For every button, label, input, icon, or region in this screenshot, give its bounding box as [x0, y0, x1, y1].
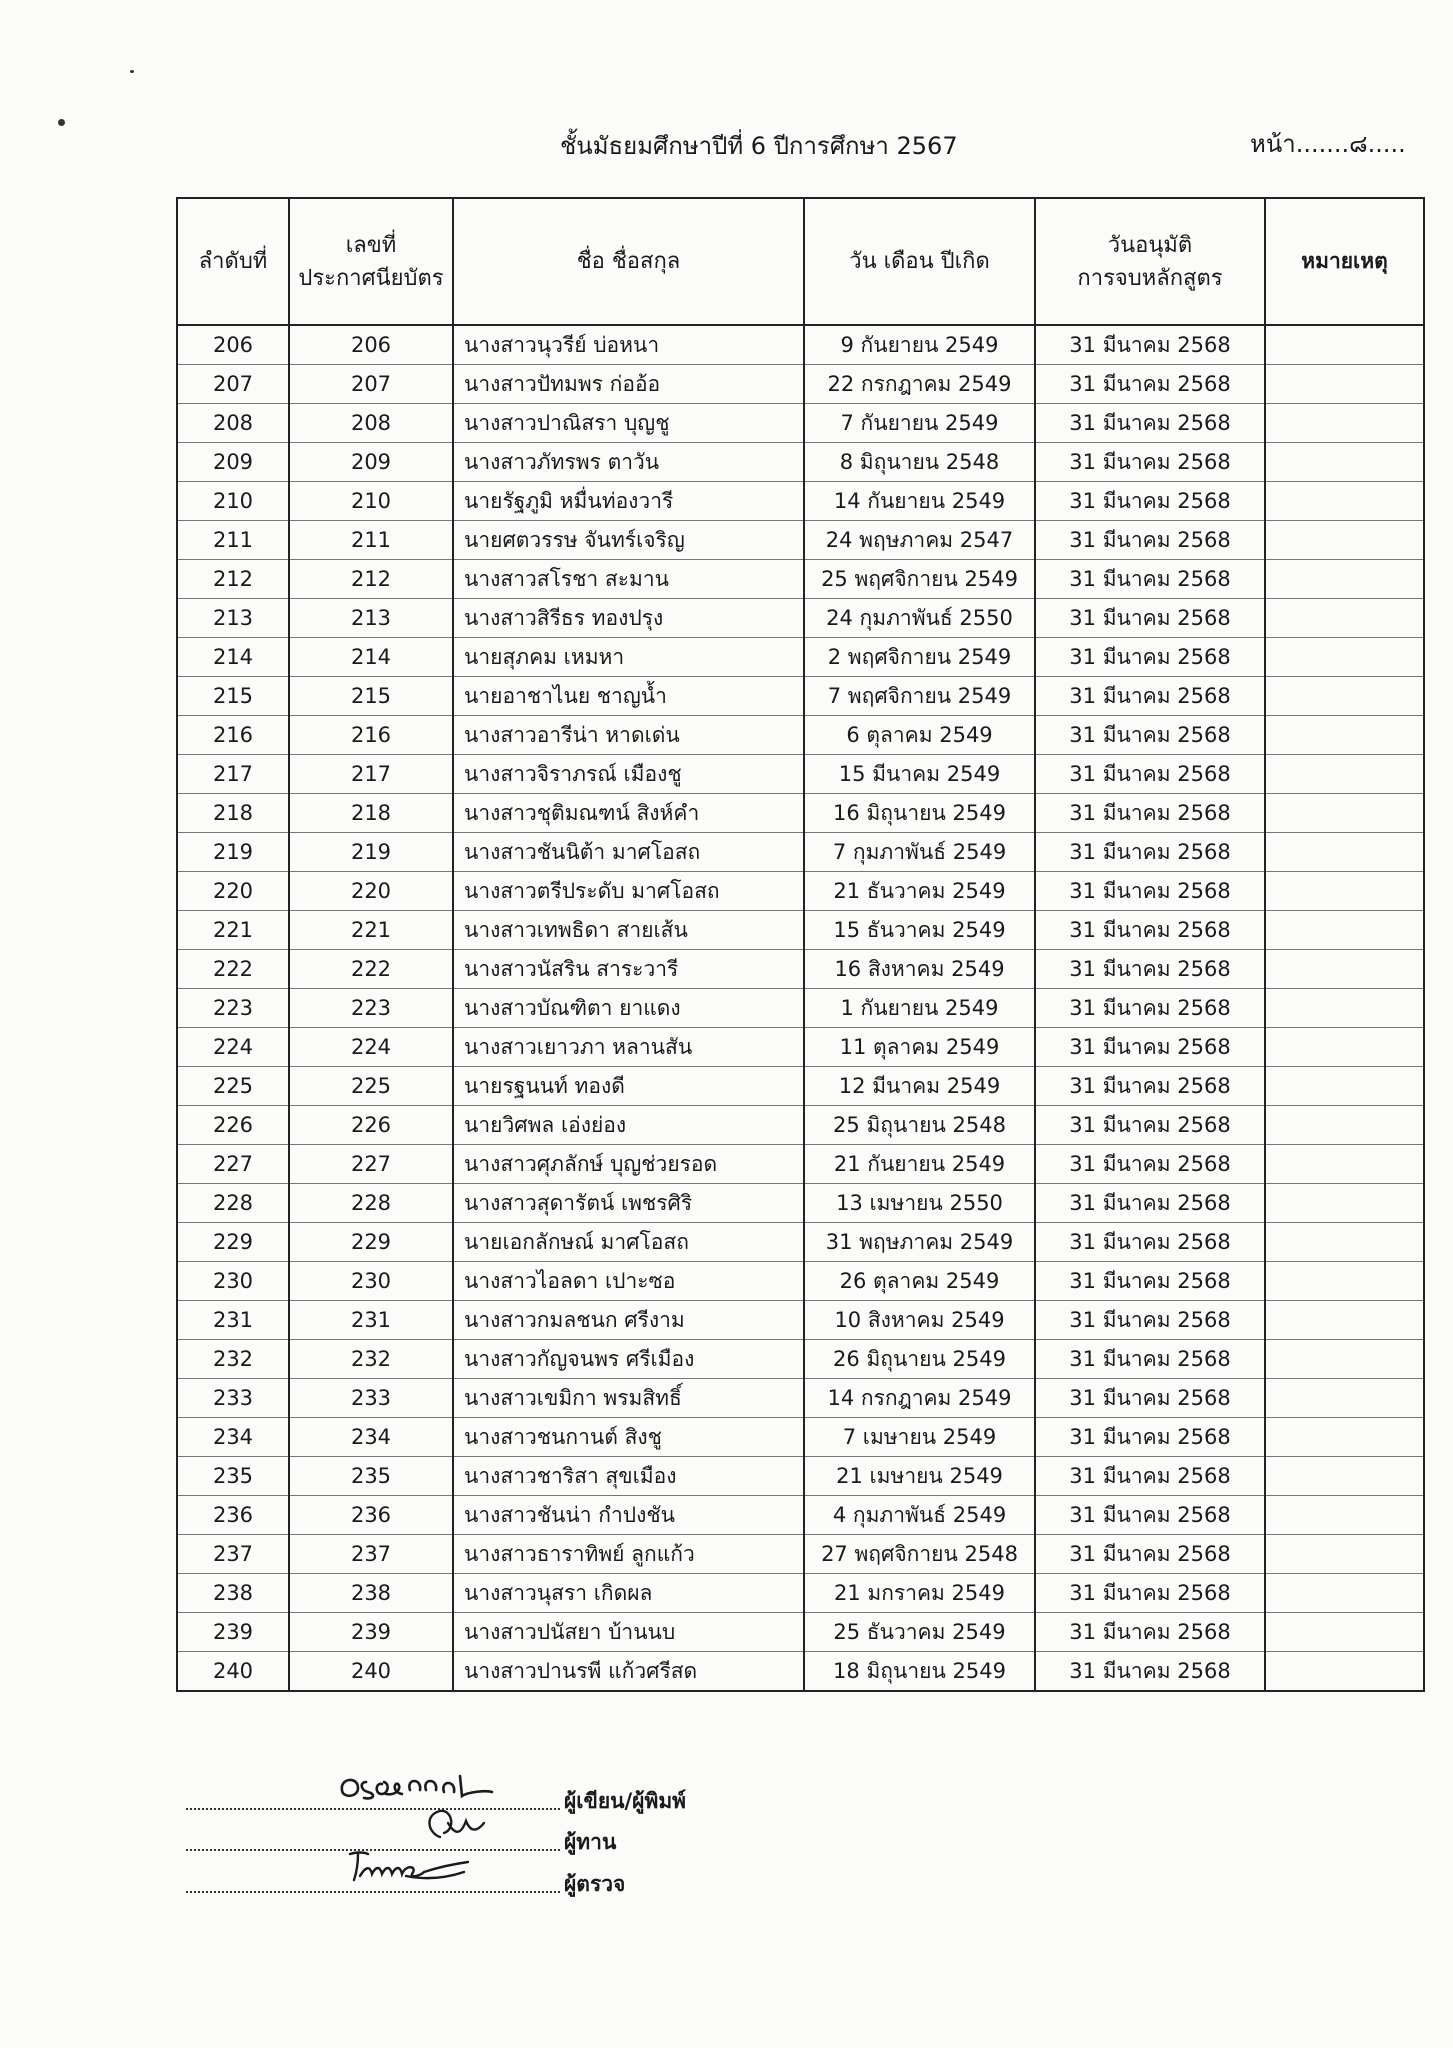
cell-approved-date: 31 มีนาคม 2568: [1035, 833, 1265, 872]
checker-label: ผู้ตรวจ: [564, 1872, 626, 1896]
cell-birth-date: 31 พฤษภาคม 2549: [804, 1223, 1035, 1262]
cell-remark: [1265, 911, 1424, 950]
table-row: [177, 677, 1424, 716]
cell-name: นางสาวนัสริน สาระวารี: [453, 950, 804, 989]
cell-name: นายรฐนนท์ ทองดี: [453, 1067, 804, 1106]
cell-cert-number: 226: [289, 1106, 453, 1145]
col-name-header: ชื่อ ชื่อสกุล: [453, 198, 804, 325]
cell-approved-date: 31 มีนาคม 2568: [1035, 677, 1265, 716]
cell-name: นางสาวตรีประดับ มาศโอสถ: [453, 872, 804, 911]
cell-cert-number: 237: [289, 1535, 453, 1574]
cell-order: 234: [177, 1418, 289, 1457]
table-row: [177, 638, 1424, 677]
cell-name: นางสาวอารีน่า หาดเด่น: [453, 716, 804, 755]
cell-name: นางสาวกมลชนก ศรีงาม: [453, 1301, 804, 1340]
writer-handwritten-signature: [336, 1768, 496, 1808]
cell-order: 206: [177, 325, 289, 365]
cell-order: 220: [177, 872, 289, 911]
table-row: [177, 1652, 1424, 1692]
cell-cert-number: 210: [289, 482, 453, 521]
cell-cert-number: 230: [289, 1262, 453, 1301]
cell-approved-date: 31 มีนาคม 2568: [1035, 1418, 1265, 1457]
cell-approved-date: 31 มีนาคม 2568: [1035, 365, 1265, 404]
cell-name: นางสาวชนกานต์ สิงชู: [453, 1418, 804, 1457]
cell-name: นางสาวชุติมณฑน์ สิงห์คำ: [453, 794, 804, 833]
cell-birth-date: 18 มิถุนายน 2549: [804, 1652, 1035, 1692]
cell-cert-number: 240: [289, 1652, 453, 1692]
cell-cert-number: 235: [289, 1457, 453, 1496]
cell-order: 211: [177, 521, 289, 560]
cell-approved-date: 31 มีนาคม 2568: [1035, 1184, 1265, 1223]
cell-remark: [1265, 365, 1424, 404]
cell-remark: [1265, 1028, 1424, 1067]
page-number: หน้า.......๘.....: [1250, 130, 1406, 158]
cell-remark: [1265, 950, 1424, 989]
table-row: [177, 1535, 1424, 1574]
table-row: [177, 1262, 1424, 1301]
cell-name: นางสาวชาริสา สุขเมือง: [453, 1457, 804, 1496]
cell-birth-date: 15 มีนาคม 2549: [804, 755, 1035, 794]
cell-cert-number: 231: [289, 1301, 453, 1340]
cell-approved-date: 31 มีนาคม 2568: [1035, 404, 1265, 443]
cell-birth-date: 2 พฤศจิกายน 2549: [804, 638, 1035, 677]
cell-birth-date: 14 กันยายน 2549: [804, 482, 1035, 521]
cell-order: 219: [177, 833, 289, 872]
cell-name: นางสาวภัทรพร ตาวัน: [453, 443, 804, 482]
table-header-row: [177, 198, 1424, 325]
cell-name: นางสาวธาราทิพย์ ลูกแก้ว: [453, 1535, 804, 1574]
cell-cert-number: 220: [289, 872, 453, 911]
cell-approved-date: 31 มีนาคม 2568: [1035, 1652, 1265, 1692]
cell-name: นางสาวนุวรีย์ บ่อหนา: [453, 325, 804, 365]
cell-name: นายวิศพล เอ่งย่อง: [453, 1106, 804, 1145]
cell-name: นางสาวศุภลักษ์ บุญช่วยรอด: [453, 1145, 804, 1184]
cell-remark: [1265, 1301, 1424, 1340]
cell-birth-date: 26 ตุลาคม 2549: [804, 1262, 1035, 1301]
cell-birth-date: 13 เมษายน 2550: [804, 1184, 1035, 1223]
cell-cert-number: 206: [289, 325, 453, 365]
table-row: [177, 1184, 1424, 1223]
table-row: [177, 911, 1424, 950]
cell-approved-date: 31 มีนาคม 2568: [1035, 1379, 1265, 1418]
reviewer-label: ผู้ทาน: [564, 1830, 617, 1854]
cell-cert-number: 216: [289, 716, 453, 755]
cell-approved-date: 31 มีนาคม 2568: [1035, 1340, 1265, 1379]
table-row: [177, 989, 1424, 1028]
cell-remark: [1265, 638, 1424, 677]
cell-remark: [1265, 755, 1424, 794]
cell-remark: [1265, 1106, 1424, 1145]
cell-name: นางสาวกัญจนพร ศรีเมือง: [453, 1340, 804, 1379]
cell-remark: [1265, 716, 1424, 755]
cell-name: นางสาวเทพธิดา สายเส้น: [453, 911, 804, 950]
cell-cert-number: 209: [289, 443, 453, 482]
cell-order: 222: [177, 950, 289, 989]
cell-birth-date: 1 กันยายน 2549: [804, 989, 1035, 1028]
cell-order: 218: [177, 794, 289, 833]
cell-remark: [1265, 677, 1424, 716]
cell-remark: [1265, 443, 1424, 482]
cell-approved-date: 31 มีนาคม 2568: [1035, 755, 1265, 794]
cell-approved-date: 31 มีนาคม 2568: [1035, 872, 1265, 911]
cell-birth-date: 21 ธันวาคม 2549: [804, 872, 1035, 911]
scan-speck: [58, 119, 65, 126]
col-approved-header: [1035, 198, 1265, 325]
cell-order: 239: [177, 1613, 289, 1652]
table-row: [177, 755, 1424, 794]
cell-name: นายสุภคม เหมหา: [453, 638, 804, 677]
cell-birth-date: 8 มิถุนายน 2548: [804, 443, 1035, 482]
cell-approved-date: 31 มีนาคม 2568: [1035, 521, 1265, 560]
cell-cert-number: 219: [289, 833, 453, 872]
table-row: [177, 1496, 1424, 1535]
cell-order: 235: [177, 1457, 289, 1496]
table-row: [177, 1340, 1424, 1379]
cell-birth-date: 15 ธันวาคม 2549: [804, 911, 1035, 950]
cell-cert-number: 233: [289, 1379, 453, 1418]
cell-order: 209: [177, 443, 289, 482]
cell-approved-date: 31 มีนาคม 2568: [1035, 325, 1265, 365]
cell-remark: [1265, 1262, 1424, 1301]
cell-birth-date: 6 ตุลาคม 2549: [804, 716, 1035, 755]
cell-birth-date: 21 เมษายน 2549: [804, 1457, 1035, 1496]
cell-cert-number: 239: [289, 1613, 453, 1652]
table-row: [177, 1301, 1424, 1340]
graduate-table: [176, 197, 1425, 1692]
col-cert-header-line2: ประกาศนียบัตร: [298, 265, 444, 291]
cell-remark: [1265, 404, 1424, 443]
cell-cert-number: 215: [289, 677, 453, 716]
cell-approved-date: 31 มีนาคม 2568: [1035, 794, 1265, 833]
col-order-header: ลำดับที่: [177, 198, 289, 325]
cell-name: นางสาวนุสรา เกิดผล: [453, 1574, 804, 1613]
cell-name: นางสาวสุดารัตน์ เพชรศิริ: [453, 1184, 804, 1223]
table-row: [177, 521, 1424, 560]
cell-birth-date: 7 กันยายน 2549: [804, 404, 1035, 443]
cell-name: นางสาวปนัสยา บ้านนบ: [453, 1613, 804, 1652]
col-cert-header: [289, 198, 453, 325]
cell-remark: [1265, 1184, 1424, 1223]
writer-label: ผู้เขียน/ผู้พิมพ์: [564, 1789, 687, 1813]
cell-approved-date: 31 มีนาคม 2568: [1035, 1028, 1265, 1067]
cell-order: 230: [177, 1262, 289, 1301]
cell-remark: [1265, 1340, 1424, 1379]
cell-order: 213: [177, 599, 289, 638]
cell-remark: [1265, 1223, 1424, 1262]
table-row: [177, 443, 1424, 482]
cell-cert-number: 222: [289, 950, 453, 989]
table-row: [177, 1379, 1424, 1418]
cell-order: 221: [177, 911, 289, 950]
cell-approved-date: 31 มีนาคม 2568: [1035, 1301, 1265, 1340]
cell-remark: [1265, 1535, 1424, 1574]
cell-approved-date: 31 มีนาคม 2568: [1035, 599, 1265, 638]
col-birth-header: วัน เดือน ปีเกิด: [804, 198, 1035, 325]
cell-birth-date: 25 ธันวาคม 2549: [804, 1613, 1035, 1652]
table-row: [177, 1067, 1424, 1106]
cell-birth-date: 16 สิงหาคม 2549: [804, 950, 1035, 989]
cell-name: นางสาวเยาวภา หลานสัน: [453, 1028, 804, 1067]
cell-approved-date: 31 มีนาคม 2568: [1035, 950, 1265, 989]
cell-cert-number: 217: [289, 755, 453, 794]
cell-approved-date: 31 มีนาคม 2568: [1035, 716, 1265, 755]
cell-order: 214: [177, 638, 289, 677]
cell-birth-date: 10 สิงหาคม 2549: [804, 1301, 1035, 1340]
cell-approved-date: 31 มีนาคม 2568: [1035, 1262, 1265, 1301]
cell-cert-number: 227: [289, 1145, 453, 1184]
cell-order: 233: [177, 1379, 289, 1418]
checker-handwritten-signature: [346, 1846, 472, 1886]
cell-approved-date: 31 มีนาคม 2568: [1035, 1496, 1265, 1535]
cell-name: นางสาวสิรีธร ทองปรุง: [453, 599, 804, 638]
cell-approved-date: 31 มีนาคม 2568: [1035, 482, 1265, 521]
cell-order: 228: [177, 1184, 289, 1223]
cell-name: นางสาวไอลดา เปาะซอ: [453, 1262, 804, 1301]
cell-birth-date: 7 เมษายน 2549: [804, 1418, 1035, 1457]
cell-birth-date: 24 กุมภาพันธ์ 2550: [804, 599, 1035, 638]
cell-order: 223: [177, 989, 289, 1028]
cell-remark: [1265, 1379, 1424, 1418]
cell-remark: [1265, 325, 1424, 365]
cell-remark: [1265, 1574, 1424, 1613]
cell-order: 212: [177, 560, 289, 599]
cell-cert-number: 238: [289, 1574, 453, 1613]
cell-order: 216: [177, 716, 289, 755]
table-row: [177, 404, 1424, 443]
cell-approved-date: 31 มีนาคม 2568: [1035, 560, 1265, 599]
cell-approved-date: 31 มีนาคม 2568: [1035, 1574, 1265, 1613]
cell-cert-number: 221: [289, 911, 453, 950]
cell-cert-number: 228: [289, 1184, 453, 1223]
cell-birth-date: 9 กันยายน 2549: [804, 325, 1035, 365]
cell-name: นางสาวสโรชา สะมาน: [453, 560, 804, 599]
cell-remark: [1265, 1457, 1424, 1496]
cell-approved-date: 31 มีนาคม 2568: [1035, 1457, 1265, 1496]
cell-birth-date: 24 พฤษภาคม 2547: [804, 521, 1035, 560]
cell-order: 232: [177, 1340, 289, 1379]
cell-birth-date: 26 มิถุนายน 2549: [804, 1340, 1035, 1379]
cell-order: 224: [177, 1028, 289, 1067]
cell-order: 217: [177, 755, 289, 794]
table-row: [177, 872, 1424, 911]
cell-birth-date: 4 กุมภาพันธ์ 2549: [804, 1496, 1035, 1535]
col-cert-header-line1: เลขที่: [345, 232, 397, 258]
cell-order: 225: [177, 1067, 289, 1106]
cell-cert-number: 232: [289, 1340, 453, 1379]
cell-remark: [1265, 599, 1424, 638]
cell-name: นางสาวปานรพี แก้วศรีสด: [453, 1652, 804, 1692]
cell-remark: [1265, 1145, 1424, 1184]
cell-birth-date: 7 กุมภาพันธ์ 2549: [804, 833, 1035, 872]
cell-remark: [1265, 1652, 1424, 1692]
scan-speck: [130, 70, 134, 73]
table-row: [177, 365, 1424, 404]
cell-name: นางสาวปัทมพร ก่ออ้อ: [453, 365, 804, 404]
cell-remark: [1265, 794, 1424, 833]
col-approved-header-line2: การจบหลักสูตร: [1077, 265, 1223, 291]
cell-remark: [1265, 560, 1424, 599]
cell-approved-date: 31 มีนาคม 2568: [1035, 1106, 1265, 1145]
cell-order: 215: [177, 677, 289, 716]
cell-approved-date: 31 มีนาคม 2568: [1035, 911, 1265, 950]
cell-birth-date: 14 กรกฎาคม 2549: [804, 1379, 1035, 1418]
cell-name: นางสาวชันน่า กำปงชัน: [453, 1496, 804, 1535]
cell-name: นายเอกลักษณ์ มาศโอสถ: [453, 1223, 804, 1262]
cell-remark: [1265, 482, 1424, 521]
cell-name: นางสาวบัณฑิตา ยาแดง: [453, 989, 804, 1028]
cell-approved-date: 31 มีนาคม 2568: [1035, 638, 1265, 677]
cell-cert-number: 213: [289, 599, 453, 638]
table-row: [177, 599, 1424, 638]
cell-name: นายรัฐภูมิ หมื่นท่องวารี: [453, 482, 804, 521]
cell-cert-number: 208: [289, 404, 453, 443]
table-row: [177, 1418, 1424, 1457]
cell-birth-date: 22 กรกฎาคม 2549: [804, 365, 1035, 404]
cell-remark: [1265, 989, 1424, 1028]
cell-order: 240: [177, 1652, 289, 1692]
cell-approved-date: 31 มีนาคม 2568: [1035, 1613, 1265, 1652]
cell-birth-date: 25 มิถุนายน 2548: [804, 1106, 1035, 1145]
cell-birth-date: 7 พฤศจิกายน 2549: [804, 677, 1035, 716]
cell-remark: [1265, 1613, 1424, 1652]
page-title: ชั้นมัธยมศึกษาปีที่ 6 ปีการศึกษา 2567: [560, 132, 958, 160]
cell-remark: [1265, 1418, 1424, 1457]
cell-order: 229: [177, 1223, 289, 1262]
reviewer-handwritten-signature: [418, 1803, 488, 1843]
cell-birth-date: 16 มิถุนายน 2549: [804, 794, 1035, 833]
cell-order: 237: [177, 1535, 289, 1574]
table-row: [177, 794, 1424, 833]
cell-approved-date: 31 มีนาคม 2568: [1035, 1067, 1265, 1106]
table-row: [177, 1106, 1424, 1145]
table-row: [177, 1613, 1424, 1652]
table-row: [177, 1223, 1424, 1262]
cell-remark: [1265, 1496, 1424, 1535]
table-row: [177, 1574, 1424, 1613]
cell-cert-number: 211: [289, 521, 453, 560]
cell-order: 210: [177, 482, 289, 521]
cell-birth-date: 21 มกราคม 2549: [804, 1574, 1035, 1613]
cell-approved-date: 31 มีนาคม 2568: [1035, 989, 1265, 1028]
cell-order: 231: [177, 1301, 289, 1340]
cell-remark: [1265, 521, 1424, 560]
cell-remark: [1265, 833, 1424, 872]
cell-name: นางสาวจิราภรณ์ เมืองชู: [453, 755, 804, 794]
cell-cert-number: 225: [289, 1067, 453, 1106]
cell-order: 208: [177, 404, 289, 443]
table-row: [177, 325, 1424, 365]
cell-birth-date: 12 มีนาคม 2549: [804, 1067, 1035, 1106]
col-approved-header-line1: วันอนุมัติ: [1107, 232, 1193, 258]
cell-name: นางสาวเขมิกา พรมสิทธิ์: [453, 1379, 804, 1418]
cell-order: 226: [177, 1106, 289, 1145]
cell-remark: [1265, 1067, 1424, 1106]
table-row: [177, 1028, 1424, 1067]
cell-name: นางสาวปาณิสรา บุญชู: [453, 404, 804, 443]
cell-order: 238: [177, 1574, 289, 1613]
cell-cert-number: 214: [289, 638, 453, 677]
cell-cert-number: 229: [289, 1223, 453, 1262]
cell-order: 207: [177, 365, 289, 404]
cell-approved-date: 31 มีนาคม 2568: [1035, 443, 1265, 482]
cell-cert-number: 236: [289, 1496, 453, 1535]
table-row: [177, 950, 1424, 989]
table-row: [177, 1457, 1424, 1496]
table-row: [177, 716, 1424, 755]
cell-approved-date: 31 มีนาคม 2568: [1035, 1535, 1265, 1574]
cell-cert-number: 223: [289, 989, 453, 1028]
cell-name: นางสาวชันนิต้า มาศโอสถ: [453, 833, 804, 872]
cell-approved-date: 31 มีนาคม 2568: [1035, 1223, 1265, 1262]
table-row: [177, 833, 1424, 872]
cell-birth-date: 27 พฤศจิกายน 2548: [804, 1535, 1035, 1574]
cell-order: 227: [177, 1145, 289, 1184]
cell-name: นายอาชาไนย ชาญน้ำ: [453, 677, 804, 716]
cell-birth-date: 11 ตุลาคม 2549: [804, 1028, 1035, 1067]
cell-name: นายศตวรรษ จันทร์เจริญ: [453, 521, 804, 560]
cell-cert-number: 212: [289, 560, 453, 599]
cell-order: 236: [177, 1496, 289, 1535]
table-row: [177, 560, 1424, 599]
cell-cert-number: 234: [289, 1418, 453, 1457]
col-remark-header: หมายเหตุ: [1265, 198, 1424, 325]
cell-birth-date: 21 กันยายน 2549: [804, 1145, 1035, 1184]
cell-remark: [1265, 872, 1424, 911]
table-row: [177, 1145, 1424, 1184]
cell-cert-number: 224: [289, 1028, 453, 1067]
cell-cert-number: 207: [289, 365, 453, 404]
cell-cert-number: 218: [289, 794, 453, 833]
cell-birth-date: 25 พฤศจิกายน 2549: [804, 560, 1035, 599]
table-row: [177, 482, 1424, 521]
table-body: [177, 325, 1424, 1691]
cell-approved-date: 31 มีนาคม 2568: [1035, 1145, 1265, 1184]
